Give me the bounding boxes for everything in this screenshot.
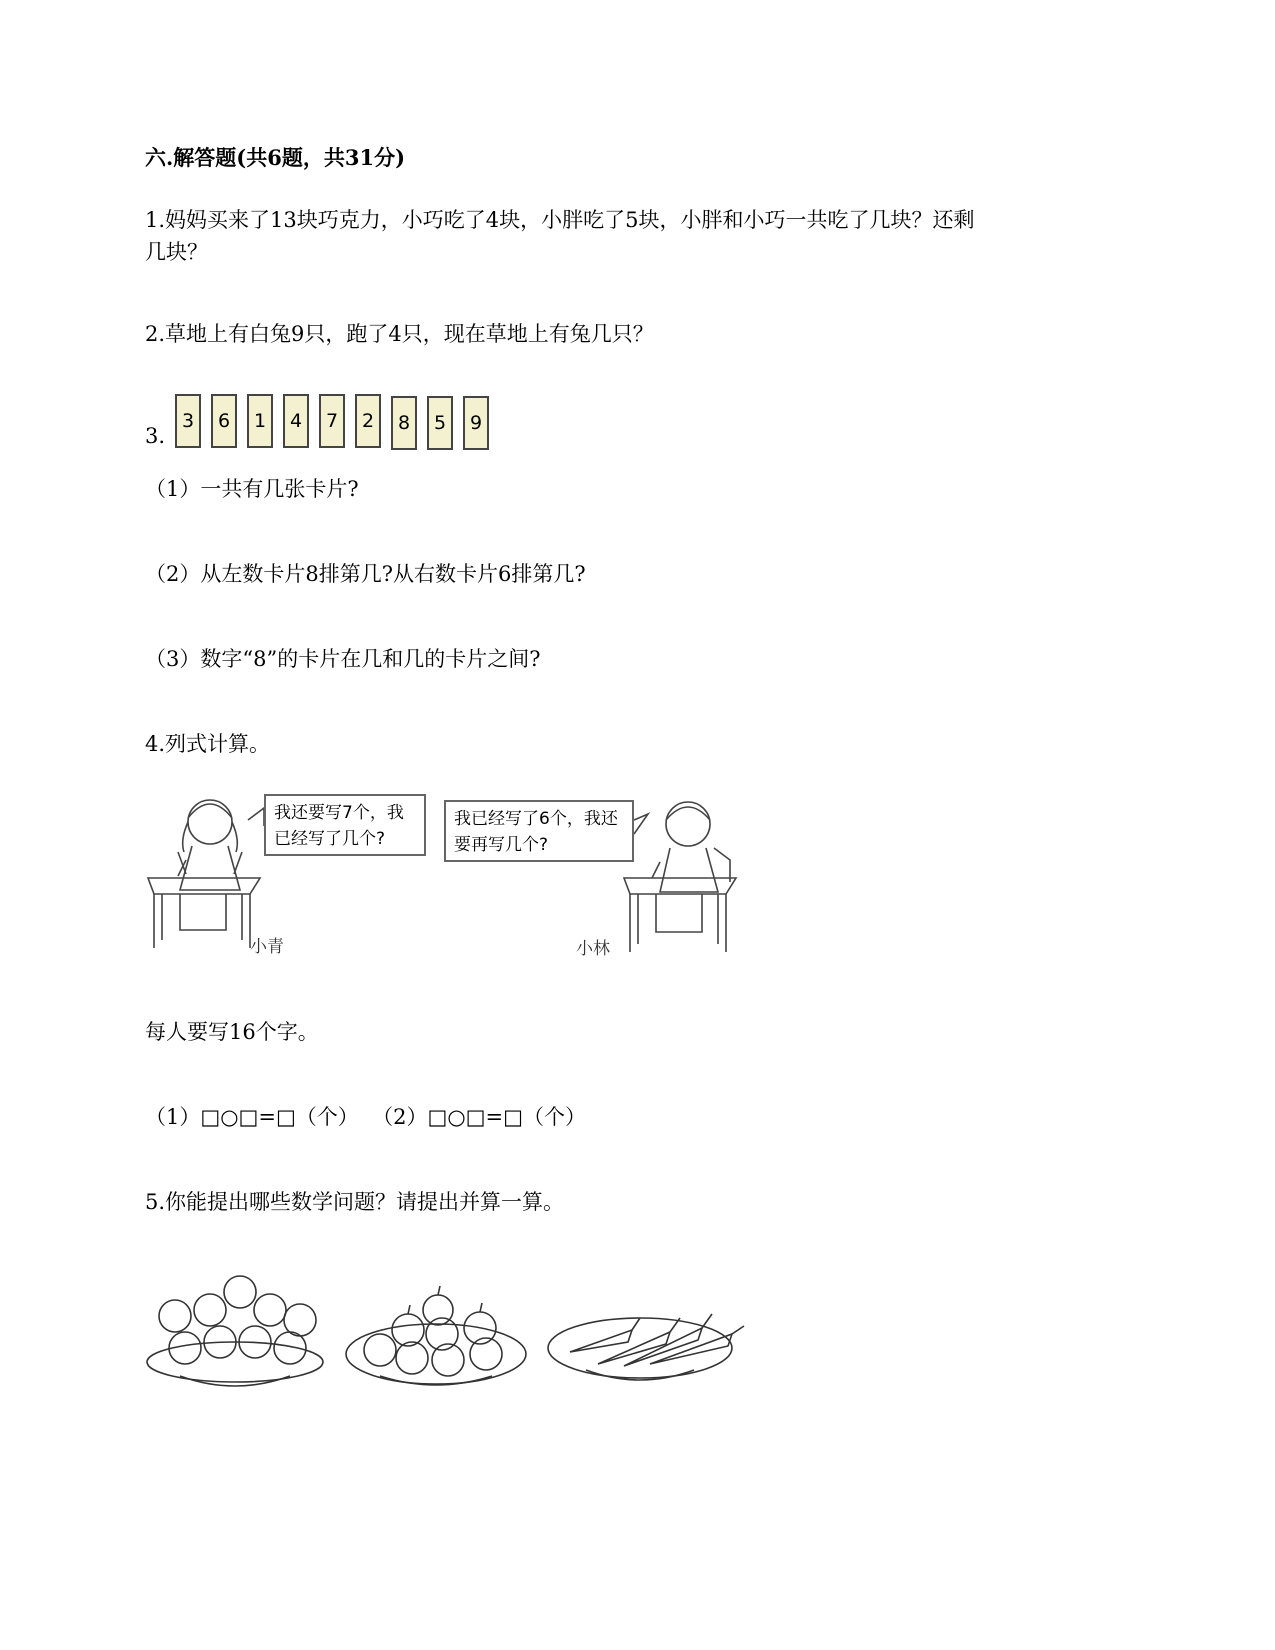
plates-drawing	[140, 1270, 760, 1395]
question-4-note: 每人要写16个字。	[145, 1020, 319, 1044]
question-4-formulas: （1）□○□=□（个） （2）□○□=□（个）	[145, 1105, 586, 1129]
question-4: 4.列式计算。	[145, 732, 271, 756]
girl-speech-bubble: 我还要写7个，我已经写了几个?	[264, 794, 426, 856]
boy-speech-bubble: 我已经写了6个，我还要再写几个?	[444, 800, 634, 862]
writing-children-illustration	[140, 790, 760, 970]
number-card: 1	[247, 394, 273, 448]
number-card: 2	[355, 394, 381, 448]
number-card: 3	[175, 394, 201, 448]
number-card: 6	[211, 394, 237, 448]
question-3-sub-3: （3）数字“8”的卡片在几和几的卡片之间?	[145, 647, 541, 671]
question-3-sub-2: （2）从左数卡片8排第几?从右数卡片6排第几?	[145, 562, 586, 586]
question-5: 5.你能提出哪些数学问题？请提出并算一算。	[145, 1190, 565, 1214]
number-card: 8	[391, 396, 417, 450]
question-3-sub-1: （1）一共有几张卡片?	[145, 477, 359, 501]
question-1-line-2: 几块？	[145, 240, 208, 264]
question-2: 2.草地上有白兔9只，跑了4只，现在草地上有兔几只？	[145, 322, 654, 346]
number-card: 4	[283, 394, 309, 448]
number-card: 9	[463, 396, 489, 450]
section-title: 六.解答题(共6题，共31分)	[145, 145, 406, 170]
boy-name-label: 小林	[576, 939, 610, 959]
number-cards	[175, 394, 505, 460]
fruit-plates-illustration	[140, 1270, 760, 1395]
question-1-line-1: 1.妈妈买来了13块巧克力，小巧吃了4块，小胖吃了5块，小胖和小巧一共吃了几块？还剩	[145, 208, 975, 232]
number-card: 5	[427, 396, 453, 450]
number-card: 7	[319, 394, 345, 448]
question-3-label: 3.	[145, 424, 166, 448]
girl-name-label: 小青	[250, 937, 284, 957]
